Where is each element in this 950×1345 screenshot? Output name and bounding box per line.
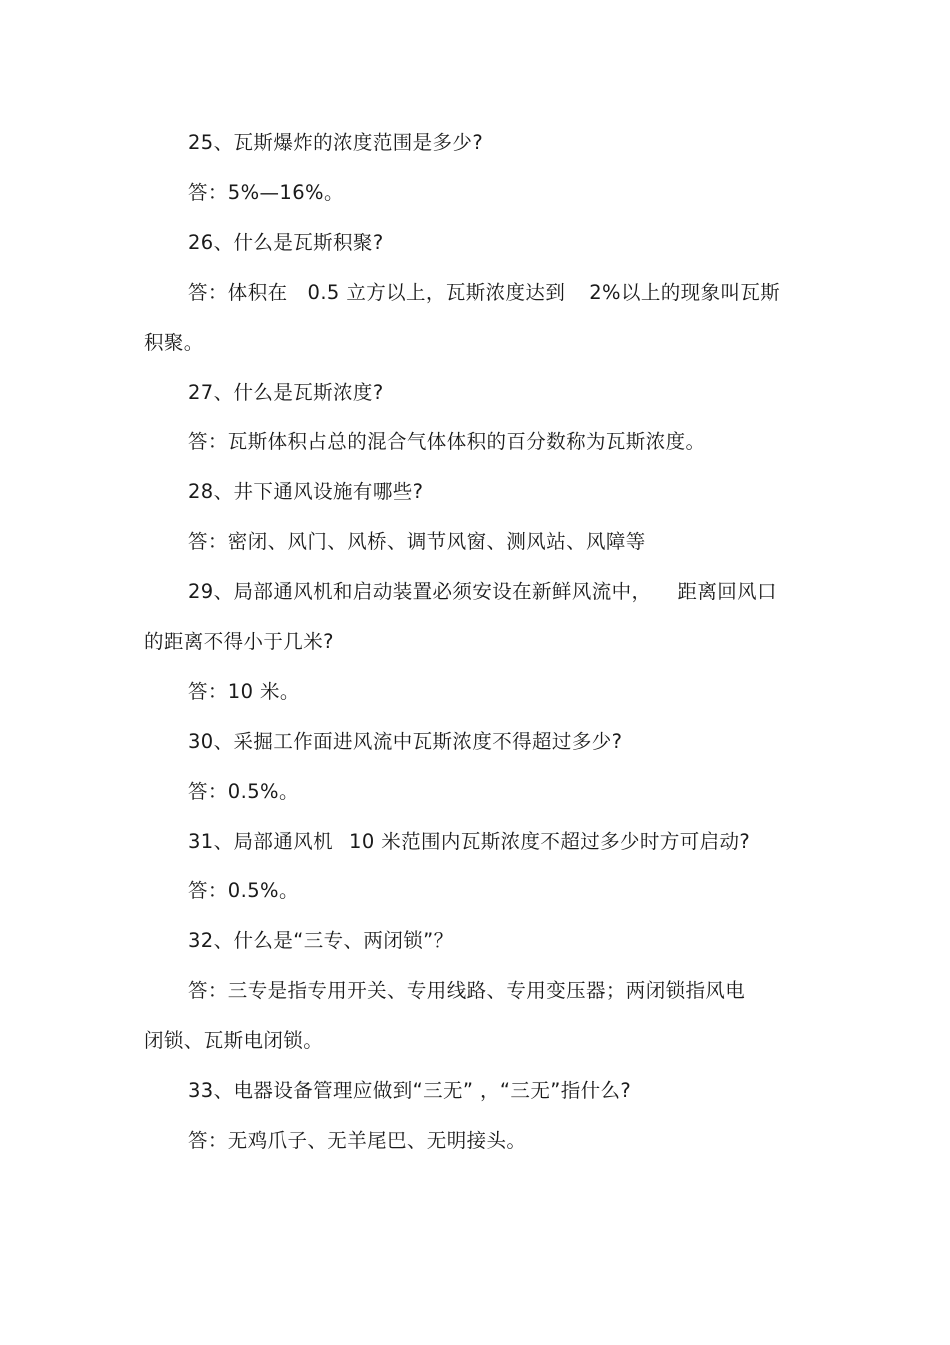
answer-26-part-3: 2%以上的现象叫瓦斯 <box>589 281 781 304</box>
answer-29: 答：10 米。 <box>188 680 300 703</box>
question-28: 28、井下通风设施有哪些? <box>188 480 424 503</box>
question-29-line-1 <box>188 579 777 605</box>
answer-30: 答：0.5%。 <box>188 780 299 803</box>
question-27: 27、什么是瓦斯浓度? <box>188 381 384 404</box>
question-32: 32、什么是“三专、两闭锁”？ <box>188 929 454 952</box>
answer-26-part-2: 0.5 立方以上，瓦斯浓度达到 <box>307 281 566 304</box>
question-29-part-2: 距离回风口 <box>677 580 777 603</box>
question-30: 30、采掘工作面进风流中瓦斯浓度不得超过多少? <box>188 730 623 753</box>
question-31 <box>188 829 750 855</box>
answer-26-line-2: 积聚。 <box>144 331 204 354</box>
question-31-part-1: 31、局部通风机 <box>188 830 334 853</box>
question-33: 33、电器设备管理应做到“三无” ，“三无”指什么? <box>188 1079 632 1102</box>
question-25: 25、瓦斯爆炸的浓度范围是多少? <box>188 131 484 154</box>
answer-27: 答：瓦斯体积占总的混合气体体积的百分数称为瓦斯浓度。 <box>188 430 706 453</box>
answer-33: 答：无鸡爪子、无羊尾巴、无明接头。 <box>188 1129 527 1152</box>
question-26: 26、什么是瓦斯积聚? <box>188 231 384 254</box>
answer-26-part-1: 答：体积在 <box>188 281 288 304</box>
answer-31: 答：0.5%。 <box>188 879 299 902</box>
question-29-part-1: 29、局部通风机和启动装置必须安设在新鲜风流中， <box>188 580 652 603</box>
answer-26-line-1 <box>188 280 780 306</box>
question-31-part-2: 10 米范围内瓦斯浓度不超过多少时方可启动? <box>349 830 751 853</box>
question-29-line-2: 的距离不得小于几米? <box>144 630 334 653</box>
answer-28: 答：密闭、风门、风桥、调节风窗、测风站、风障等 <box>188 530 646 553</box>
answer-32-line-1: 答：三专是指专用开关、专用线路、专用变压器；两闭锁指风电 <box>188 979 746 1002</box>
answer-25: 答：5%—16%。 <box>188 181 344 204</box>
answer-32-line-2: 闭锁、瓦斯电闭锁。 <box>144 1029 324 1052</box>
